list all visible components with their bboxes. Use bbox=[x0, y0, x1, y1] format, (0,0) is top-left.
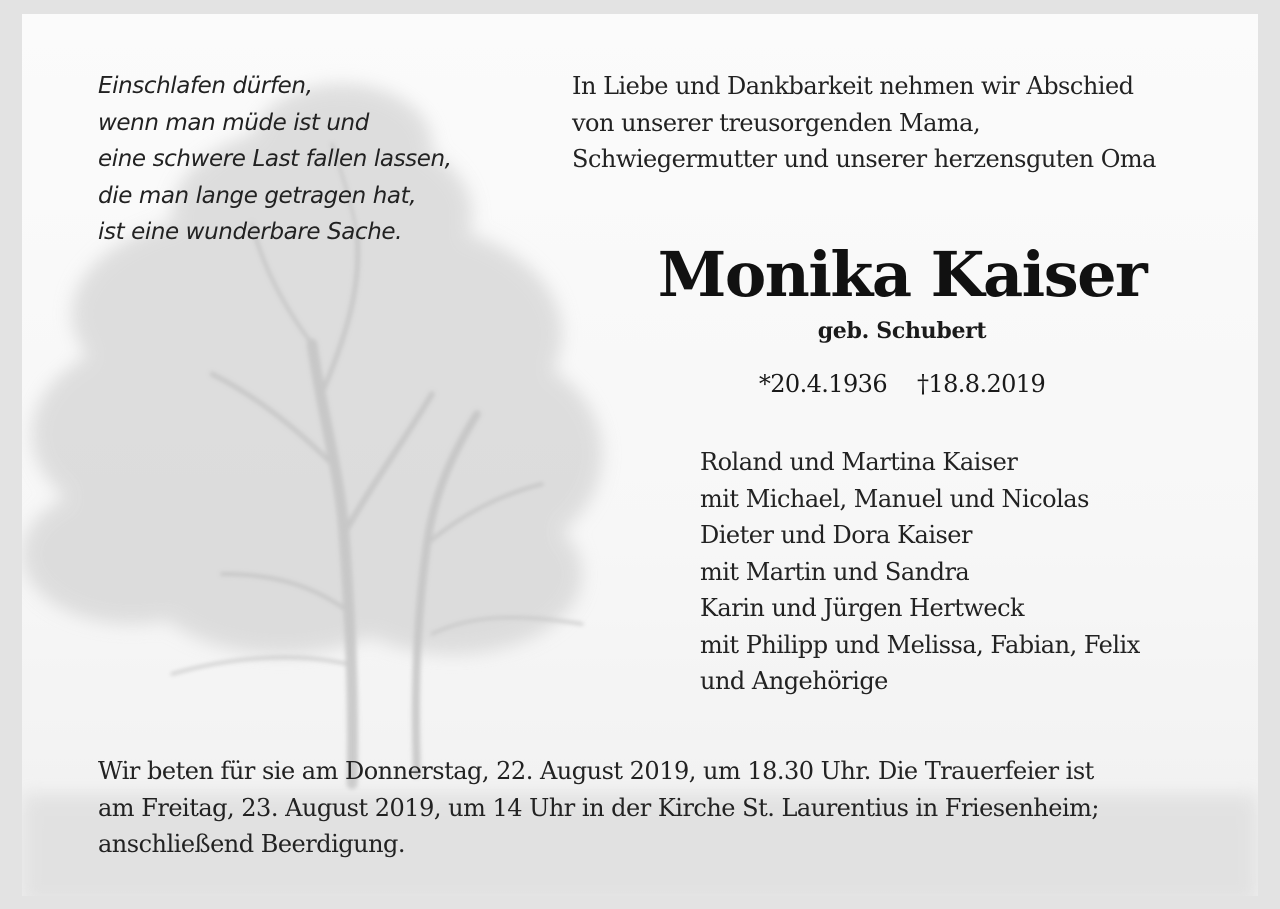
closing-line: Wir beten für sie am Donnerstag, 22. August 2019, um 18.30 Uhr. Die Trauerfeier ist bbox=[98, 757, 1094, 785]
closing-line: am Freitag, 23. August 2019, um 14 Uhr in der Kirche St. Laurentius in Friesenheim; bbox=[98, 793, 1099, 822]
family-list bbox=[700, 444, 1220, 700]
service-announcement bbox=[98, 753, 1218, 863]
death-date: †18.8.2019 bbox=[917, 370, 1046, 398]
poem-line: ist eine wunderbare Sache. bbox=[98, 219, 403, 245]
intro-line: Schwiegermutter und unserer herzensguten Oma bbox=[572, 145, 1156, 173]
poem-line: wenn man müde ist und bbox=[98, 109, 369, 136]
life-dates bbox=[642, 370, 1162, 398]
intro-line: In Liebe und Dankbarkeit nehmen wir Abschied bbox=[572, 72, 1134, 100]
poem-line: Einschlafen dürfen, bbox=[98, 73, 313, 99]
closing-line: anschließend Beerdigung. bbox=[98, 830, 406, 858]
family-line: Roland und Martina Kaiser bbox=[700, 448, 1018, 476]
intro-text bbox=[572, 68, 1212, 178]
maiden-name: geb. Schubert bbox=[817, 318, 987, 344]
obituary-card bbox=[22, 14, 1258, 896]
family-line: Dieter und Dora Kaiser bbox=[700, 521, 972, 549]
poem-line: die man lange getragen hat, bbox=[98, 182, 417, 209]
intro-line: von unserer treusorgenden Mama, bbox=[572, 108, 981, 137]
poem-verse bbox=[98, 68, 518, 251]
family-line: mit Michael, Manuel und Nicolas bbox=[700, 484, 1089, 513]
poem-line: eine schwere Last fallen lassen, bbox=[98, 146, 452, 172]
birth-date: *20.4.1936 bbox=[758, 370, 887, 398]
family-line: mit Philipp und Melissa, Fabian, Felix bbox=[700, 630, 1140, 659]
family-line: Karin und Jürgen Hertweck bbox=[700, 594, 1025, 622]
family-line: und Angehörige bbox=[700, 667, 888, 695]
deceased-name: Monika Kaiser bbox=[657, 238, 1147, 311]
family-line: mit Martin und Sandra bbox=[700, 557, 970, 586]
